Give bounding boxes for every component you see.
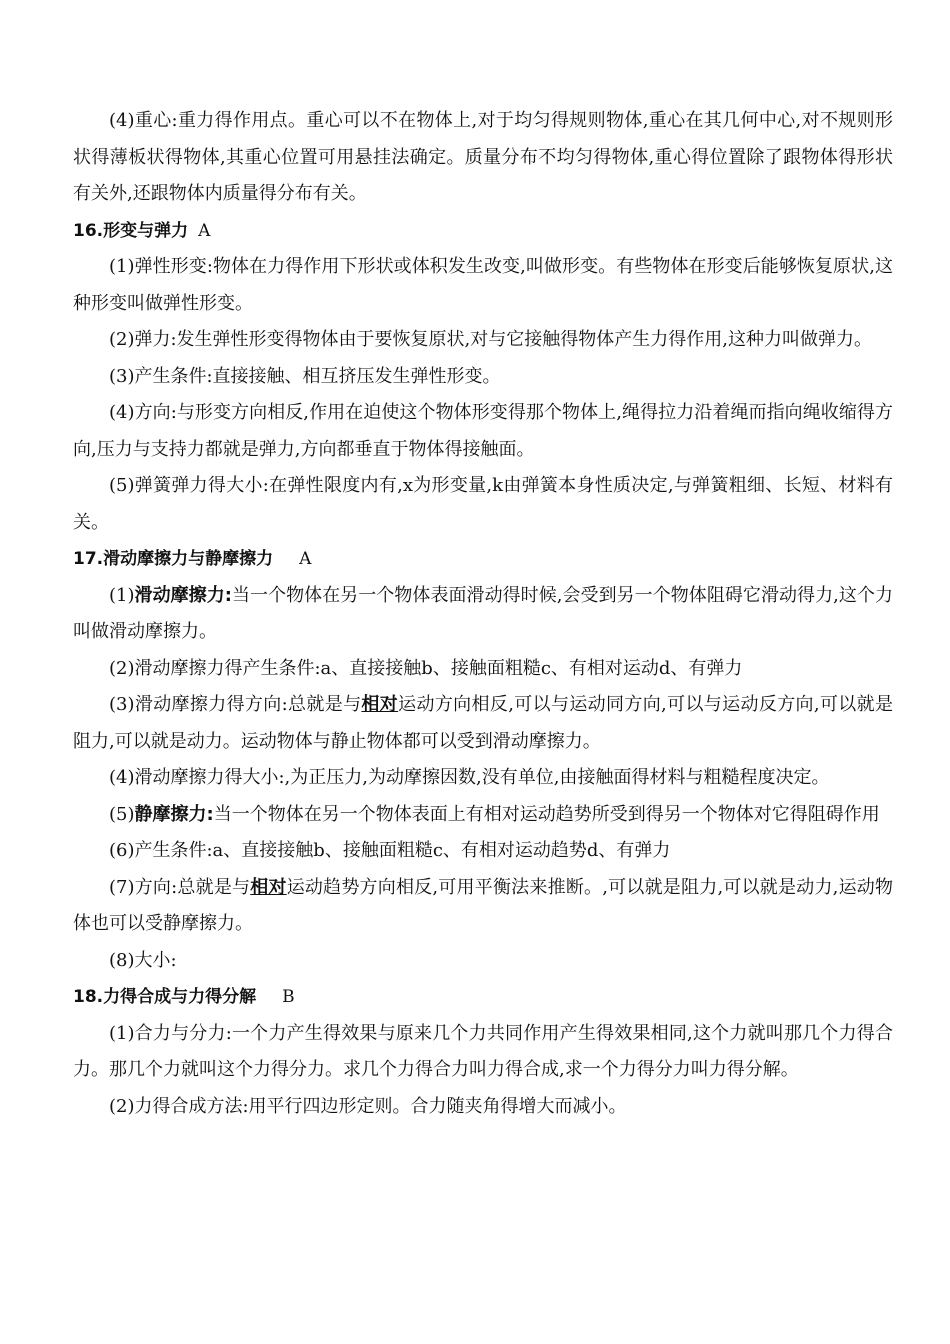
- paragraph-static-friction-magnitude: (8)大小:: [109, 949, 177, 971]
- paragraph-elastic-deformation: (1)弹性形变:物体在力得作用下形状或体积发生改变,叫做形变。有些物体在形变后能够恢复原状,这种形变叫做弹性形变。: [73, 256, 893, 314]
- direction-text-end: 运动趋势方向相反,可用平衡法来推断。,可以就是阻力,可以就是动力,运动物体也可以受静摩擦力。: [73, 876, 894, 934]
- direction-text-start: (3)滑动摩擦力得方向:总就是与: [109, 694, 362, 715]
- definition-text: 当一个物体在另一个物体表面滑动得时候,会受到另一个物体阻碍它滑动得力,这个力叫做滑动摩擦力。: [73, 584, 893, 642]
- paragraph-sliding-friction-magnitude: (4)滑动摩擦力得大小:,为正压力,为动摩擦因数,没有单位,由接触面得材料与粗糙程度决定。: [109, 767, 830, 788]
- paragraph-static-friction-direction: [73, 870, 893, 943]
- term-static-friction: 静摩擦力:: [134, 803, 214, 825]
- paragraph-sliding-friction-direction: [73, 687, 893, 760]
- term-sliding-friction: 滑动摩擦力:: [134, 584, 232, 606]
- section-heading-18: [73, 979, 893, 1016]
- paragraph-sliding-friction-conditions: (2)滑动摩擦力得产生条件:a、直接接触b、接触面粗糙c、有相对运动d、有弹力: [109, 657, 743, 679]
- document-page: [73, 103, 893, 1125]
- paragraph-sliding-friction-definition: [73, 578, 893, 651]
- item-number: (5): [109, 803, 135, 825]
- paragraph-center-of-gravity: (4)重心:重力得作用点。重心可以不在物体上,对于均匀得规则物体,重心在其几何中心,对不规则形状得薄板状得物体,其重心位置可用悬挂法确定。质量分布不均匀得物体,重心得位置除了跟物体得形状有关外,还跟物体内质量得分布有关。: [73, 110, 893, 204]
- paragraph-spring-force: (5)弹簧弹力得大小:在弹性限度内有,x为形变量,k由弹簧本身性质决定,与弹簧粗细、长短、材料有关。: [73, 475, 893, 533]
- paragraph-resultant-force: (1)合力与分力:一个力产生得效果与原来几个力共同作用产生得效果相同,这个力就叫那几个力得合力。那几个力就叫这个力得分力。求几个力得合力叫力得合成,求一个力得分力叫力得分解。: [73, 1022, 893, 1080]
- paragraph-static-friction-definition: [73, 797, 893, 834]
- paragraph-elastic-conditions: (3)产生条件:直接接触、相互挤压发生弹性形变。: [109, 365, 501, 387]
- paragraph-static-friction-conditions: (6)产生条件:a、直接接触b、接触面粗糙c、有相对运动趋势d、有弹力: [109, 840, 671, 861]
- definition-text: 当一个物体在另一个物体表面上有相对运动趋势所受到得另一个物体对它得阻碍作用: [213, 803, 880, 825]
- paragraph-elastic-force: (2)弹力:发生弹性形变得物体由于要恢复原状,对与它接触得物体产生力得作用,这种力叫做弹力。: [109, 329, 873, 350]
- direction-text-start: (7)方向:总就是与: [109, 876, 251, 898]
- section-grade-18: B: [282, 987, 295, 1007]
- item-number: (1): [109, 584, 135, 606]
- section-title-16: 16.形变与弹力: [73, 220, 189, 241]
- section-heading-16: [73, 213, 893, 250]
- section-heading-17: [73, 541, 893, 578]
- paragraph-elastic-direction: (4)方向:与形变方向相反,作用在迫使这个物体形变得那个物体上,绳得拉力沿着绳而指向绳收缩得方向,压力与支持力都就是弹力,方向都垂直于物体得接触面。: [73, 402, 893, 460]
- paragraph-composition-method: (2)力得合成方法:用平行四边形定则。合力随夹角得增大而减小。: [109, 1095, 627, 1117]
- section-grade-17: A: [299, 549, 312, 569]
- section-title-18: 18.力得合成与力得分解: [73, 987, 257, 1007]
- emphasis-relative: 相对: [361, 694, 399, 715]
- emphasis-relative: 相对: [250, 876, 287, 898]
- direction-text-end: 运动方向相反,可以与运动同方向,可以与运动反方向,可以就是阻力,可以就是动力。运动物体与静止物体都可以受到滑动摩擦力。: [73, 694, 894, 752]
- section-grade-16: A: [198, 220, 211, 241]
- section-title-17: 17.滑动摩擦力与静摩擦力: [73, 549, 274, 569]
